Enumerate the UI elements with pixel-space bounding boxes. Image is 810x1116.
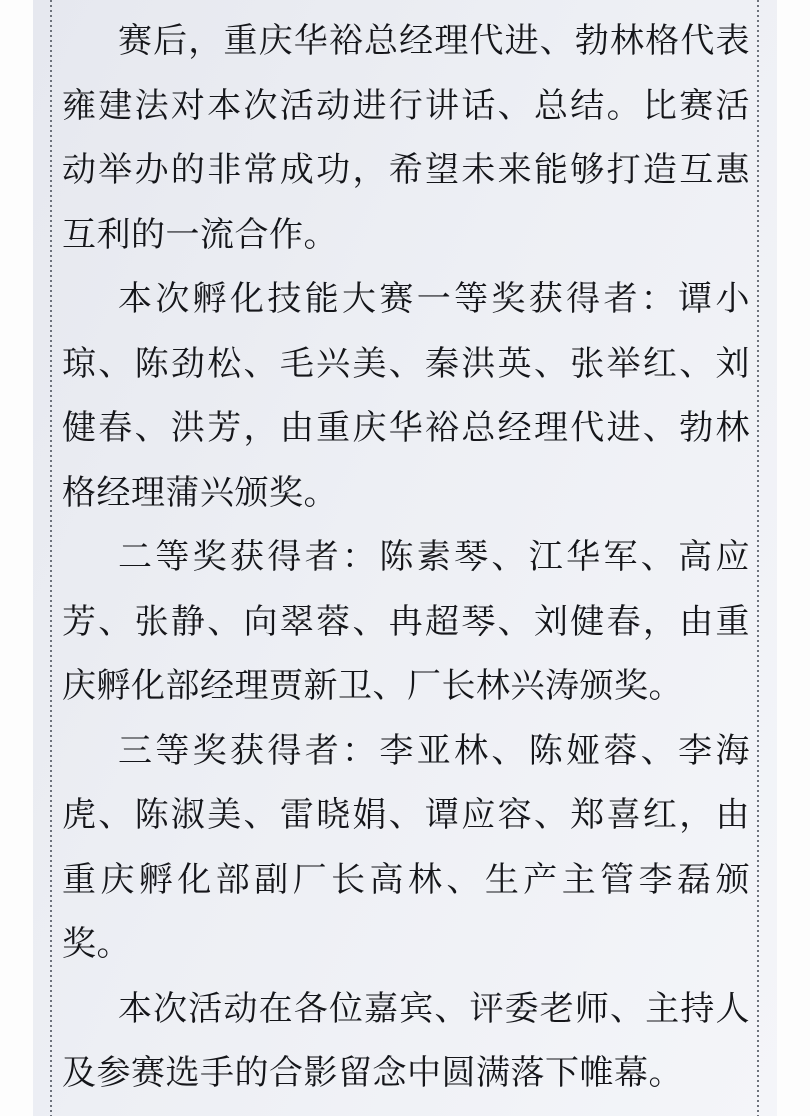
article-body [62,0,750,1106]
paragraph-summary-speech: 赛后，重庆华裕总经理代进、勃林格代表雍建法对本次活动进行讲话、总结。比赛活动举办的非常成功，希望未来能够打造互惠互利的一流合作。 [62,22,750,254]
left-dotted-border [50,0,52,1116]
paragraph-closing: 本次活动在各位嘉宾、评委老师、主持人及参赛选手的合影留念中圆满落下帷幕。 [62,989,750,1092]
paragraph-second-prize: 二等奖获得者：陈素琴、江华军、高应芳、张静、向翠蓉、冉超琴、刘健春，由重庆孵化部经理贾新卫、厂长林兴涛颁奖。 [62,538,750,705]
paragraph-first-prize: 本次孵化技能大赛一等奖获得者：谭小琼、陈劲松、毛兴美、秦洪英、张举红、刘健春、洪芳，由重庆华裕总经理代进、勃林格经理蒲兴颁奖。 [62,280,750,512]
paragraph-third-prize: 三等奖获得者：李亚林、陈娅蓉、李海虎、陈淑美、雷晓娟、谭应容、郑喜红，由重庆孵化部副厂长高林、生产主管李磊颁奖。 [62,731,750,963]
article-section [33,0,777,1116]
right-dotted-border [757,0,759,1116]
